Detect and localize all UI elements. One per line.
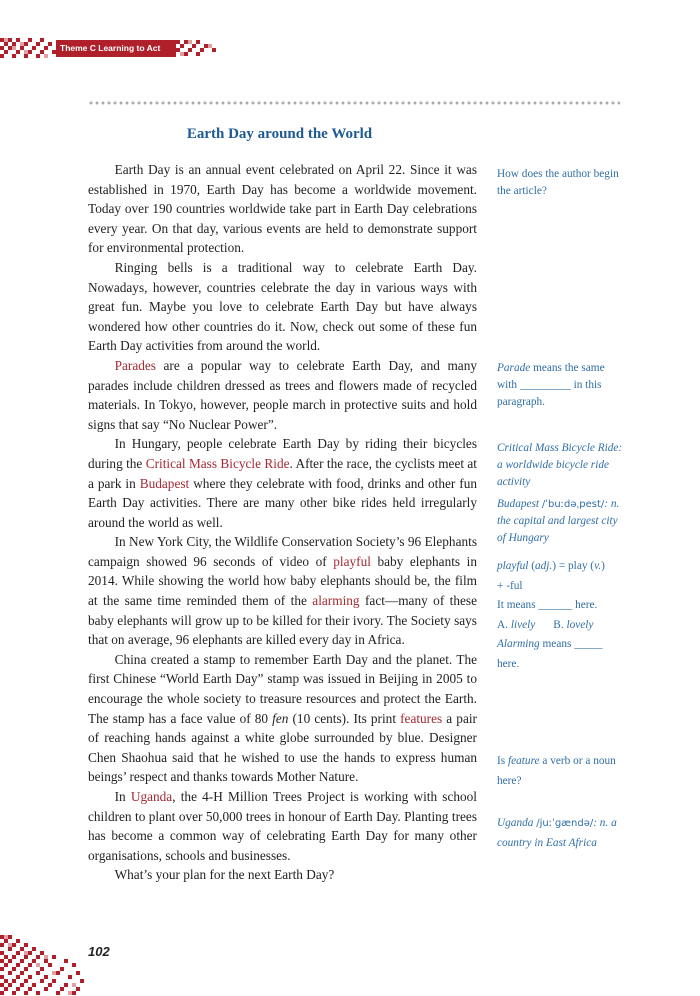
highlight-parades: Parades xyxy=(114,357,156,373)
highlight-features: features xyxy=(400,710,443,726)
article-title: Earth Day around the World xyxy=(186,126,373,142)
paragraph-intro: Earth Day is an annual event celebrated on April 22. Since it was established in 1970, Earth Day has become a worldwide movement. Today over 190 countries worldwide take part in Earth Day celebrations every year. On that day, various events are held to demonstrate support for environmental protection. xyxy=(88,162,477,256)
side-note-budapest: Budapest /ˈbuːdəˌpest/: n. the capital and largest city of Hungary xyxy=(497,498,620,544)
highlight-budapest: Budapest xyxy=(139,475,190,491)
page-number: 102 xyxy=(88,944,110,959)
paragraph-ringing-bells: Ringing bells is a traditional way to celebrate Earth Day. Nowadays, however, countries celebrate the day in various ways with great fun. Maybe you love to celebrate Earth Day but have always wondered how other countries do it. Now, check out some of these fun Earth Day activities from around the world. xyxy=(88,259,477,354)
paragraph-hungary: In Hungary, people celebrate Earth Day by riding their bicycles during the Critical Mass Bicycle Ride. After the race, the cyclists meet at a park in Budapest where they celebrate with food, drinks and other fun Earth Day activities. There are many other bike rides held irregularly around the world as well. xyxy=(88,436,478,530)
pixel-pattern-bottom-left xyxy=(0,935,84,996)
highlight-alarming: alarming xyxy=(312,593,360,609)
paragraph-new-york: In New York City, the Wildlife Conservation Society’s 96 Elephants campaign showed 96 seconds of video of playful baby elephants in 2014. While showing the world how baby elephants should be, the film at the same time reminded them of the alarming fact—many of these baby elephants will grow up to be killed for their ivory. The Society says that on average, 96 elephants are killed every day in Africa. xyxy=(88,534,477,648)
paragraph-parades: Parades are a popular way to celebrate Earth Day, and many parades include children dressed as trees and flowers made of recycled materials. In Tokyo, however, people march in protective suits and hold signs that say “No Nuclear Power”. xyxy=(88,357,477,432)
side-note-parade: Parade means the same with _________ in this paragraph. xyxy=(497,362,605,408)
theme-header-label: Theme C Learning to Act xyxy=(56,40,176,57)
side-note-feature: Is feature a verb or a noun here? xyxy=(497,755,616,787)
article-body xyxy=(88,160,477,885)
paragraph-china: China created a stamp to remember Earth Day and the planet. The first Chinese “World Earth Day” stamp was issued in Beijing in 2005 to encourage the whole society to treasure resources and protect the Earth. The stamp has a face value of 80 fen (10 cents). Its print features a pair of reaching hands against a white globe surrounded by blue. Designer Chen Shaohua said that he wished to use the hands to express human beings’ respect and thanks towards Mother Nature. xyxy=(88,651,477,785)
side-note-critical-mass: Critical Mass Bicycle Ride: a worldwide bicycle ride activity xyxy=(497,442,623,488)
option-a: A. lively xyxy=(497,618,536,631)
paragraph-uganda: In Uganda, the 4-H Million Trees Project is working with school children to plant over 50,000 trees in honour of Earth Day. Planting trees has become a common way of celebrating Earth Day for many other organisations, schools and businesses. xyxy=(88,789,478,863)
highlight-playful: playful xyxy=(333,553,371,569)
side-note-uganda: Uganda /juːˈɡændə/: n. a country in East Africa xyxy=(497,817,617,849)
paragraph-closing-question: What’s your plan for the next Earth Day? xyxy=(114,867,335,883)
pixel-pattern-top-left xyxy=(0,38,56,58)
highlight-uganda: Uganda xyxy=(130,789,173,804)
highlight-critical-mass: Critical Mass Bicycle Ride xyxy=(145,455,290,471)
option-b: B. lovely xyxy=(553,618,594,631)
side-note-playful: playful (adj.) = play (v.) + -ful It means ______ here. A. lively B. lovely Alarming means _____ here. xyxy=(497,560,605,670)
dotted-divider xyxy=(88,101,620,105)
pixel-pattern-header-right xyxy=(176,40,216,57)
side-note-author: How does the author begin the article? xyxy=(497,168,619,197)
